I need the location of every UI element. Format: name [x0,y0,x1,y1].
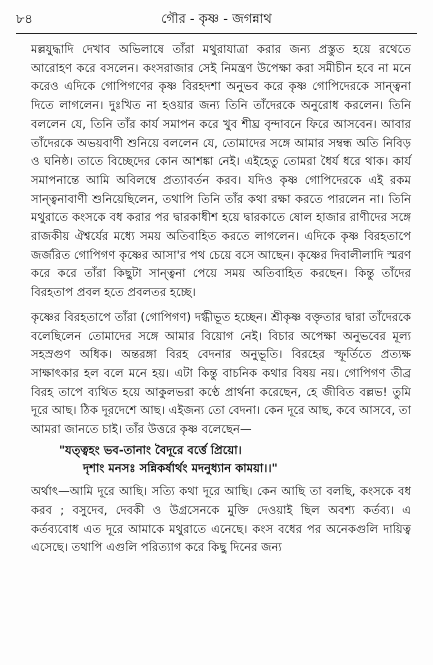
verse-line-2: দৃশাং মনসঃ সন্নিকর্ষার্থং মদনুধ্যান কাময়া।।" [83,461,278,476]
paragraph-2: কৃষ্ণের বিরহতাপে তাঁরা (গোপিগণ) দগ্ধীভূত হচ্ছেন। শ্রীকৃষ্ণ বক্তৃতার দ্বারা তাঁদেরকে বলেছিলেন তোমাদের সঙ্গে আমার বিয়োগ নেই। বিচার অপেক্ষা অনুভবের মূল্য সহস্রগুণ অধিক। অন্তরঙ্গা বিরহ বেদনার অনুভূতি। বিরহের স্ফূর্তিতে প্রত্যক্ষ সাক্ষাৎকার হল বলে মনে হয়। এটা কিন্তু বাচনিক কথার বিষয় নয়। গোপিগণ তীব্র বিরহ তাপে ব্যথিত হয়ে আকুলভরা কণ্ঠে প্রার্থনা করেছেন, হে জীবিত বল্লভ! তুমি দূরে আছ। ঠিক দূরদেশে আছ। এইজন্য তো বেদনা। কেন দূরে আছ, কবে আসবে, তা আমরা জানতে চাই। তাঁর উত্তরে কৃষ্ণ বলেছেন— [31,309,411,437]
verse-quote [31,441,411,478]
paragraph-3: অর্থাৎ—আমি দূরে আছি। সত্যি কথা দূরে আছি। কেন আছি তা বলছি, কংসকে বধ করব ; বসুদেব, দেবকী ও উগ্রসেনকে মুক্তি দেওয়াই ছিল অবশ্য কর্তব্য। এ কর্তব্যবোধ এত দূরে আমাকে মথুরাতে এনেছে। কংস বধের পর অনেকগুলি দায়িত্ব এসেছে। তথাপি এগুলি পরিত্যাগ করে কিছু দিনের জন্য [31,484,411,555]
verse-line-1: "যত্ত্বহং ভব-তানাং বৈদূরে বর্ত্তে প্রিয়ো। [59,442,242,457]
page-number: ৮৪ [16,12,33,27]
paragraph-1: মল্লযুদ্ধাদি দেখাব অভিলাষে তাঁরা মথুরাযাত্রা করার জন্য প্রস্তুত হয়ে রথেতে আরোহণ করে বসলেন। কংসরাজার সেই নিমন্ত্রণ উপেক্ষা করা সমীচীন হবে না মনে করেও এদিকে গোপিগণের কৃষ্ণ বিরহদশা অনুভব করে কৃষ্ণ গোপিদেরকে সান্ত্বনা দিতে লাগলেন। দুঃখিত না হওয়ার জন্য তিনি তাঁদেরকে অনুরোধ করলেন। তিনি বললেন যে, তিনি তাঁর কার্য সমাপন করে খুব শীঘ্র বৃন্দাবনে ফিরে আসবেন। আবার তাঁদেরকে অভয়বাণী শুনিয়ে বললেন যে, তোমাদের সঙ্গে আমার সম্বন্ধ অতি নিবিড় ও ঘনিষ্ঠ। তাতে বিচ্ছেদের কোন আশঙ্কা নেই। এইহেতু তোমরা ধৈর্য ধরে থাক। কার্য সমাপনান্তে আমি অবিলম্বে প্রত্যাবর্তন করব। যদিও কৃষ্ণ গোপিদেরকে এই রকম সান্ত্বনাবাণী শুনিয়েছিলেন, তথাপি তিনি তাঁর কথা রক্ষা করতে পারলেন না। তিনি মথুরাতে কংসকে বধ করার পর দ্বারকাধীশ হয়ে দ্বারকাতে ষোল হাজার রাণীদের সঙ্গে রাজকীয় ঐশ্বর্যের মধ্যে সময় অতিবাহিত করতে লাগলেন। এদিকে কৃষ্ণ বিরহতাপে জর্জরিত গোপিগণ কৃষ্ণের আসা'র পথ চেয়ে বসে আছেন। কৃষ্ণের দিবালীলাদি স্মরণ করে করে তাঁরা কিছুটা সান্ত্বনা পেয়ে সময় অতিবাহিত করছেন। কিন্তু তাঁদের বিরহতাপ প্রবল হতে প্রবলতর হচ্ছে। [31,42,411,300]
header-rule [16,33,417,34]
running-header: গৌর - কৃষ্ণ - জগন্নাথ [161,12,272,27]
page-body [31,40,411,557]
